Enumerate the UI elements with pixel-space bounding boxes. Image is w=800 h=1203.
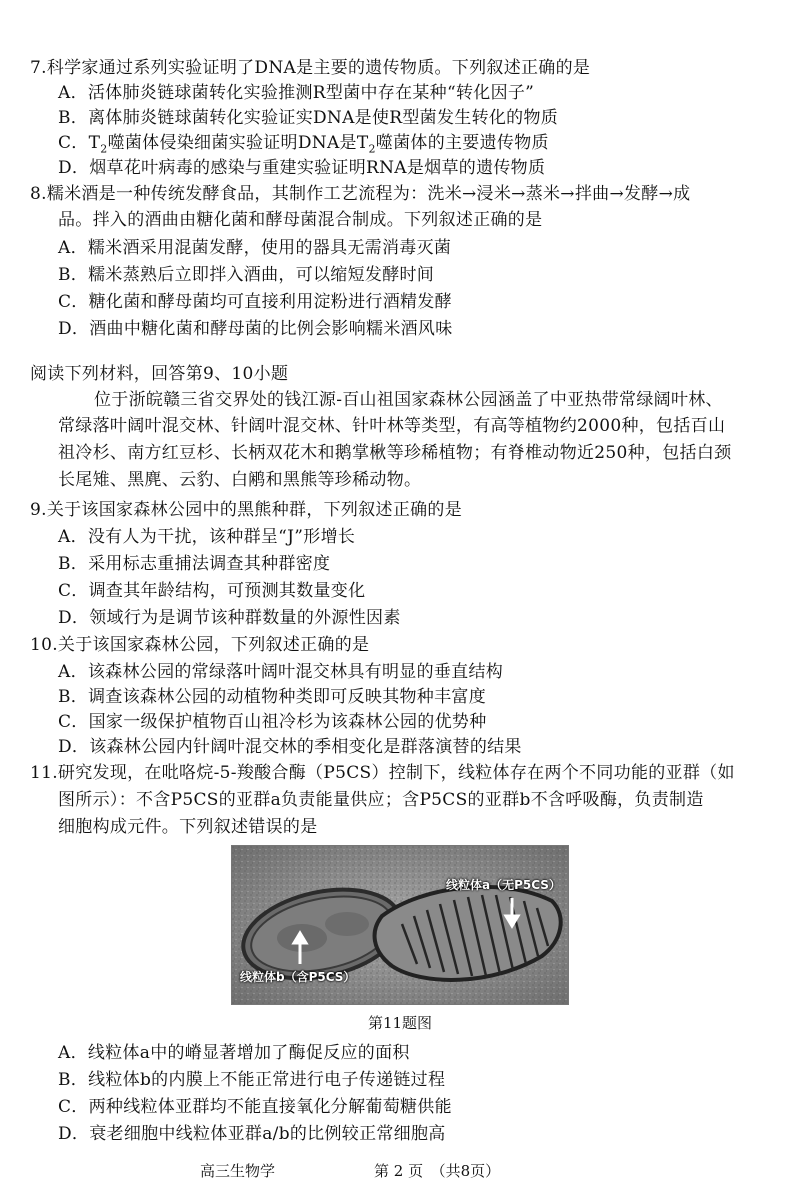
q7-stem: 7.科学家通过系列实验证明了DNA是主要的遗传物质。下列叙述正确的是 (30, 58, 591, 78)
q9-stem: 9.关于该国家森林公园中的黑熊种群，下列叙述正确的是 (30, 500, 463, 520)
q7-option-a: A．活体肺炎链球菌转化实验推测R型菌中存在某种“转化因子” (58, 83, 535, 103)
q10-stem: 10.关于该国家森林公园，下列叙述正确的是 (30, 635, 370, 655)
q8-option-b: B．糯米蒸熟后立即拌入酒曲，可以缩短发酵时间 (58, 265, 435, 285)
footer-subject: 高三生物学 (200, 1162, 276, 1180)
q8-option-a: A．糯米酒采用混菌发酵，使用的器具无需消毒灭菌 (58, 238, 452, 258)
q11-stem-line1: 11.研究发现，在吡咯烷-5-羧酸合酶（P5CS）控制下，线粒体存在两个不同功能的亚群（如 (30, 763, 735, 783)
q8-stem-line1: 8.糯米酒是一种传统发酵食品，其制作工艺流程为：洗米→浸米→蒸米→拌曲→发酵→成 (30, 184, 691, 204)
material-paragraph-line3: 祖冷杉、南方红豆杉、长柄双花木和鹅掌楸等珍稀植物；有脊椎动物近250种，包括白颈 (58, 443, 732, 463)
q11-option-a: A．线粒体a中的嵴显著增加了酶促反应的面积 (58, 1043, 410, 1063)
mitochondria-micrograph (231, 845, 569, 1005)
q7-option-d: D．烟草花叶病毒的感染与重建实验证明RNA是烟草的遗传物质 (58, 158, 546, 178)
q8-option-c: C．糖化菌和酵母菌均可直接利用淀粉进行酒精发酵 (58, 292, 452, 312)
q8-option-d: D．酒曲中糖化菌和酵母菌的比例会影响糯米酒风味 (58, 319, 453, 339)
q11-stem-line2: 图所示）：不含P5CS的亚群a负责能量供应；含P5CS的亚群b不含呼吸酶，负责制造 (58, 790, 704, 810)
q11-option-b: B．线粒体b的内膜上不能正常进行电子传递链过程 (58, 1070, 446, 1090)
material-paragraph-line1: 位于浙皖赣三省交界处的钱江源-百山祖国家森林公园涵盖了中亚热带常绿阔叶林、 (94, 390, 723, 410)
q10-option-d: D．该森林公园内针阔叶混交林的季相变化是群落演替的结果 (58, 737, 522, 757)
q10-option-b: B．调查该森林公园的动植物种类即可反映其物种丰富度 (58, 687, 486, 707)
q9-option-c: C．调查其年龄结构，可预测其数量变化 (58, 581, 366, 601)
material-intro: 阅读下列材料，回答第9、10小题 (30, 364, 289, 384)
q11-option-d: D．衰老细胞中线粒体亚群a/b的比例较正常细胞高 (58, 1124, 446, 1144)
q8-stem-line2: 品。拌入的酒曲由糖化菌和酵母菌混合制成。下列叙述正确的是 (58, 210, 543, 230)
material-paragraph-line4: 长尾雉、黑麂、云豹、白鹇和黑熊等珍稀动物。 (58, 470, 422, 490)
q11-option-c: C．两种线粒体亚群均不能直接氧化分解葡萄糖供能 (58, 1097, 452, 1117)
q9-option-d: D．领域行为是调节该种群数量的外源性因素 (58, 608, 401, 628)
footer-page-number: 第 2 页 （共8页） (374, 1162, 501, 1180)
q7-option-c: C．$T_2$噬菌体侵染细菌实验证明DNA是$T_2$噬菌体的主要遗传物质 (58, 133, 549, 156)
material-paragraph-line2: 常绿落叶阔叶混交林、针阔叶混交林、针叶林等类型，有高等植物约2000种，包括百山 (58, 416, 726, 436)
figure-label-mitochondrion-b: 线粒体b（含P5CS） (240, 970, 356, 984)
q7-option-b: B．离体肺炎链球菌转化实验证实DNA是使R型菌发生转化的物质 (58, 108, 559, 128)
q9-option-a: A．没有人为干扰，该种群呈“J”形增长 (58, 527, 356, 547)
q10-option-c: C．国家一级保护植物百山祖冷杉为该森林公园的优势种 (58, 712, 487, 732)
q9-option-b: B．采用标志重捕法调查其种群密度 (58, 554, 331, 574)
figure-label-mitochondrion-a: 线粒体a（无P5CS） (446, 878, 561, 892)
q10-option-a: A．该森林公园的常绿落叶阔叶混交林具有明显的垂直结构 (58, 662, 504, 682)
q11-stem-line3: 细胞构成元件。下列叙述错误的是 (58, 817, 318, 837)
figure-caption: 第11题图 (367, 1014, 433, 1032)
